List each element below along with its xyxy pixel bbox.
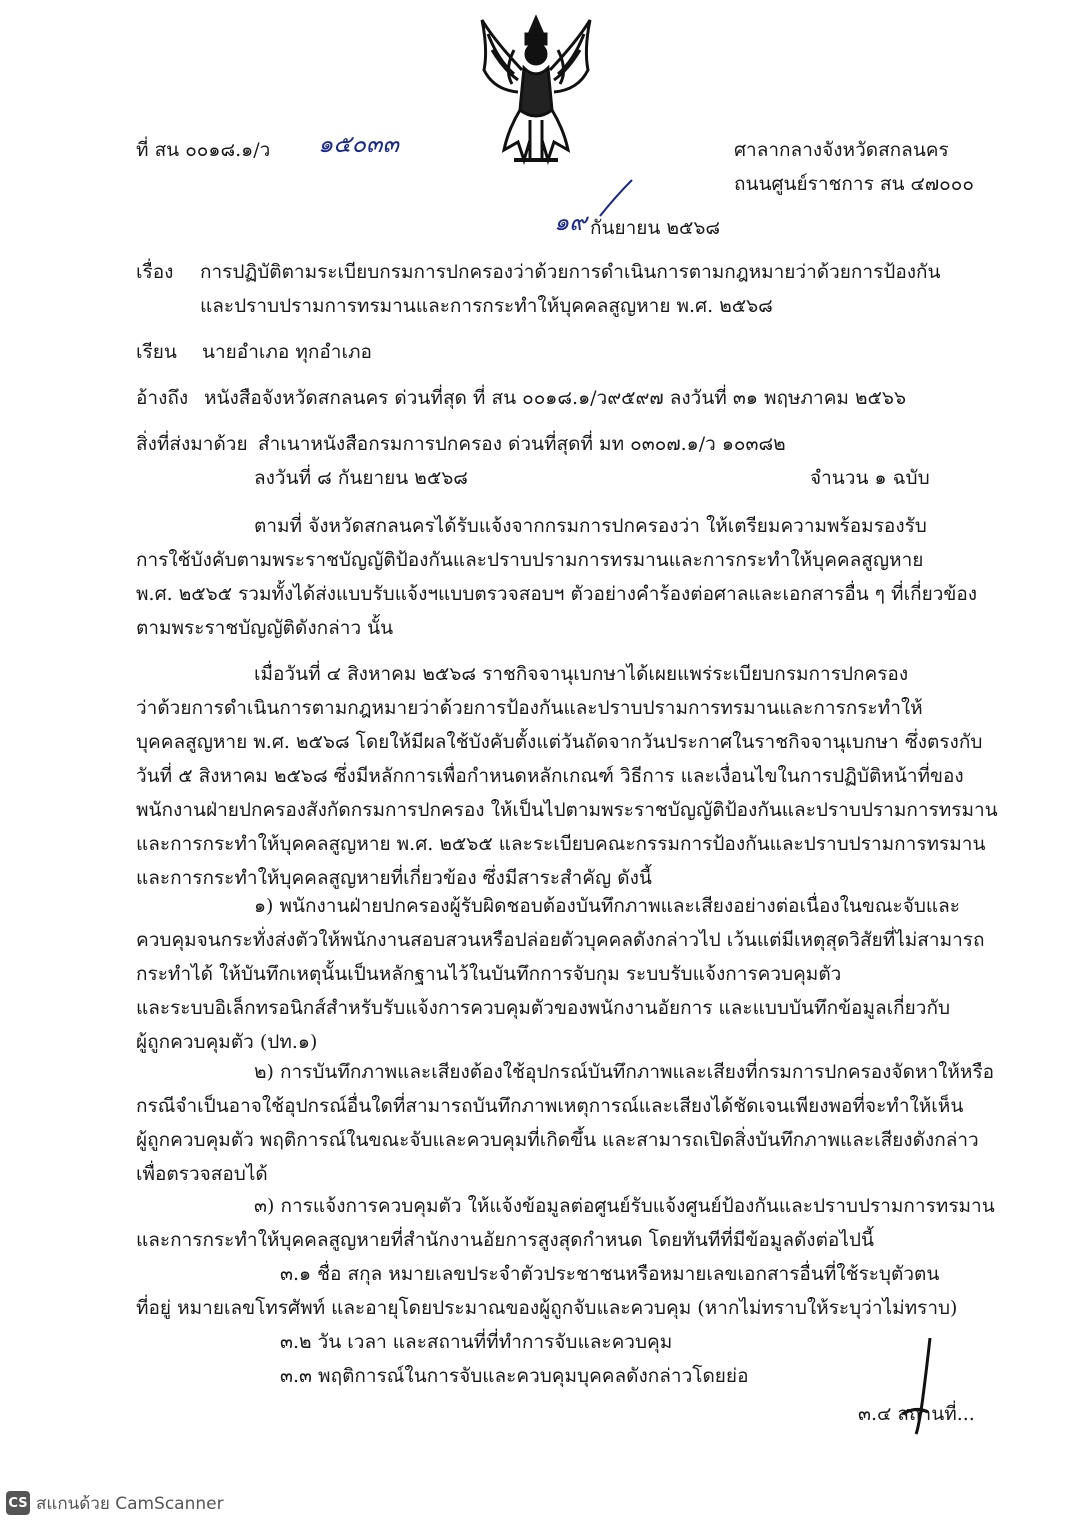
garuda-emblem [474,10,598,170]
scanner-watermark [6,1488,224,1518]
item-1-line-3: กระทำได้ ให้บันทึกเหตุนั้นเป็นหลักฐานไว้ในบันทึกการจับกุม ระบบรับแจ้งการควบคุมตัว [136,963,842,985]
item-1-line-1: ๑) พนักงานฝ่ายปกครองผู้รับผิดชอบต้องบันทึกภาพและเสียงอย่างต่อเนื่องในขณะจับและ [254,895,961,917]
item-2-line-1: ๒) การบันทึกภาพและเสียงต้องใช้อุปกรณ์บันทึกภาพและเสียงที่กรมการปกครองจัดหาให้หรือ [254,1061,995,1083]
paragraph-2-line-3: บุคคลสูญหาย พ.ศ. ๒๕๖๘ โดยให้มีผลใช้บังคับตั้งแต่วันถัดจากวันประกาศในราชกิจจานุเบกษา ซึ่งตรงกับ [136,731,983,753]
continuation-next-page: ๓.๔ สถานที่... [858,1403,975,1425]
reference-number-handwritten: ๑๕๐๓๓ [318,130,399,158]
paragraph-1-line-3: พ.ศ. ๒๕๖๕ รวมทั้งได้ส่งแบบรับแจ้งฯแบบตรวจสอบฯ ตัวอย่างคำร้องต่อศาลและเอกสารอื่น ๆ ที่เกี่ยวข้อง [136,583,978,605]
paragraph-1-line-4: ตามพระราชบัญญัติดังกล่าว นั้น [136,617,394,639]
subject-line-2: และปราบปรามการทรมานและการกระทำให้บุคคลสูญหาย พ.ศ. ๒๕๖๘ [200,295,773,317]
paragraph-2-line-7: และการกระทำให้บุคคลสูญหายที่เกี่ยวข้อง ซึ่งมีสาระสำคัญ ดังนี้ [136,867,652,889]
item-3-line-1: ๓) การแจ้งการควบคุมตัว ให้แจ้งข้อมูลต่อศูนย์รับแจ้งศูนย์ป้องกันและปราบปรามการทรมาน [254,1195,995,1217]
date-day-handwritten: ๑๙ [554,208,587,236]
item-3-1-line-2: ที่อยู่ หมายเลขโทรศัพท์ และอายุโดยประมาณของผู้ถูกจับและควบคุม (หากไม่ทราบให้ระบุว่าไม่ทราบ) [136,1297,958,1319]
item-2-line-4: เพื่อตรวจสอบได้ [136,1163,268,1185]
item-3-1-line-1: ๓.๑ ชื่อ สกุล หมายเลขประจำตัวประชาชนหรือหมายเลขเอกสารอื่นที่ใช้ระบุตัวตน [280,1263,940,1285]
enclosure-line-2: ลงวันที่ ๘ กันยายน ๒๕๖๘ [254,467,468,489]
item-3-2: ๓.๒ วัน เวลา และสถานที่ที่ทำการจับและควบคุม [280,1331,673,1353]
reference-number-prefix: ที่ สน ๐๐๑๘.๑/ว [136,139,271,161]
subject-line-1: การปฏิบัติตามระเบียบกรมการปกครองว่าด้วยการดำเนินการตามกฎหมายว่าด้วยการป้องกัน [200,261,941,283]
paragraph-2-line-1: เมื่อวันที่ ๔ สิงหาคม ๒๕๖๘ ราชกิจจานุเบกษาได้เผยแพร่ระเบียบกรมการปกครอง [254,663,909,685]
item-1-line-5: ผู้ถูกควบคุมตัว (ปท.๑) [136,1031,318,1053]
subject-label: เรื่อง [136,261,174,283]
paragraph-1-line-2: การใช้บังคับตามพระราชบัญญัติป้องกันและปราบปรามการทรมานและการกระทำให้บุคคลสูญหาย [136,549,924,571]
camscanner-logo-icon: CS [6,1491,30,1515]
paragraph-2-line-4: วันที่ ๕ สิงหาคม ๒๕๖๘ ซึ่งมีหลักการเพื่อกำหนดหลักเกณฑ์ วิธีการ และเงื่อนไขในการปฏิบัติหน้าที่ของ [136,765,964,787]
enclosure-count: จำนวน ๑ ฉบับ [810,467,930,489]
scanner-watermark-text: สแกนด้วย CamScanner [36,1493,224,1514]
item-3-line-2: และการกระทำให้บุคคลสูญหายที่สำนักงานอัยการสูงสุดกำหนด โดยทันทีที่มีข้อมูลดังต่อไปนี้ [136,1229,874,1251]
enclosure-label: สิ่งที่ส่งมาด้วย [136,433,248,455]
item-1-line-2: ควบคุมจนกระทั่งส่งตัวให้พนักงานสอบสวนหรือปล่อยตัวบุคคลดังกล่าวไป เว้นแต่มีเหตุสุดวิสัยที่ไม่สามารถ [136,929,985,951]
reference-label: อ้างถึง [136,387,189,409]
office-address-line1: ศาลากลางจังหวัดสกลนคร [734,139,949,161]
document-date: กันยายน ๒๕๖๘ [590,217,721,239]
paragraph-2-line-6: และการกระทำให้บุคคลสูญหาย พ.ศ. ๒๕๖๕ และระเบียบคณะกรรมการป้องกันและปราบปรามการทรมาน [136,833,986,855]
item-2-line-2: กรณีจำเป็นอาจใช้อุปกรณ์อื่นใดที่สามารถบันทึกภาพเหตุการณ์และเสียงได้ชัดเจนเพียงพอที่จะทำให้เห็น [136,1095,964,1117]
item-1-line-4: และระบบอิเล็กทรอนิกส์สำหรับรับแจ้งการควบคุมตัวของพนักงานอัยการ และแบบบันทึกข้อมูลเกี่ยวกับ [136,997,951,1019]
to-label: เรียน [136,341,177,363]
handwritten-stroke-date [596,176,636,220]
enclosure-line-1: สำเนาหนังสือกรมการปกครอง ด่วนที่สุดที่ มท ๐๓๐๗.๑/ว ๑๐๓๘๒ [258,433,786,455]
paragraph-1-line-1: ตามที่ จังหวัดสกลนครได้รับแจ้งจากกรมการปกครองว่า ให้เตรียมความพร้อมรองรับ [254,515,927,537]
paragraph-2-line-5: พนักงานฝ่ายปกครองสังกัดกรมการปกครอง ให้เป็นไปตามพระราชบัญญัติป้องกันและปราบปรามการทรมาน [136,799,998,821]
to-value: นายอำเภอ ทุกอำเภอ [202,341,372,363]
paragraph-2-line-2: ว่าด้วยการดำเนินการตามกฎหมายว่าด้วยการป้องกันและปราบปรามการทรมานและการกระทำให้ [136,697,923,719]
office-address-line2: ถนนศูนย์ราชการ สน ๔๗๐๐๐ [734,173,974,195]
item-3-3: ๓.๓ พฤติการณ์ในการจับและควบคุมบุคคลดังกล่าวโดยย่อ [280,1365,749,1387]
reference-value: หนังสือจังหวัดสกลนคร ด่วนที่สุด ที่ สน ๐๐๑๘.๑/ว๙๕๙๗ ลงวันที่ ๓๑ พฤษภาคม ๒๕๖๖ [204,387,907,409]
item-2-line-3: ผู้ถูกควบคุมตัว พฤติการณ์ในขณะจับและควบคุมที่เกิดขึ้น และสามารถเปิดสิ่งบันทึกภาพและเสียงดังกล่าว [136,1129,979,1151]
